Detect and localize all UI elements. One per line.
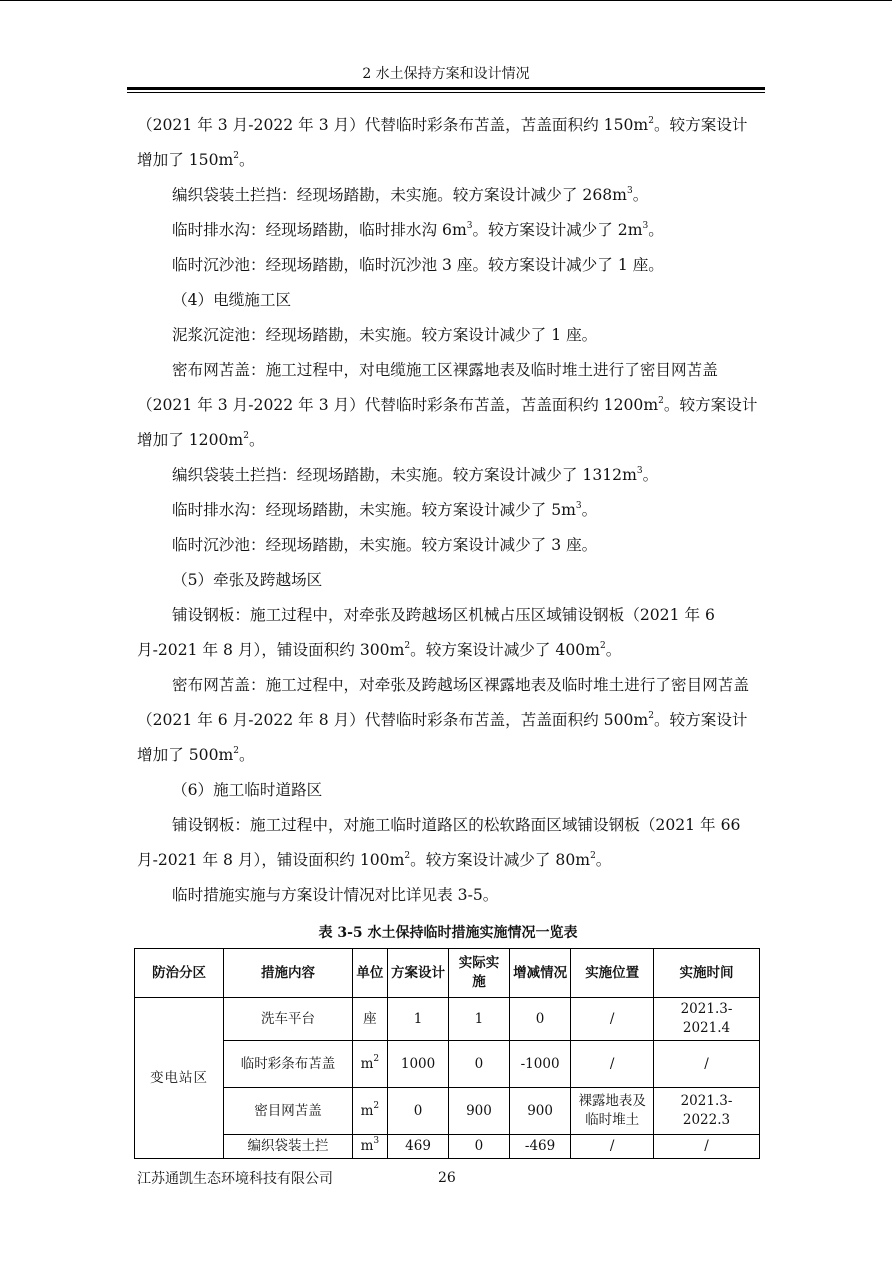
table-cell: / <box>571 1041 654 1088</box>
table-header-cell: 措施内容 <box>224 949 353 998</box>
paragraph: 临时措施实施与方案设计情况对比详见表 3-5。 <box>172 886 499 904</box>
table-cell: 2021.3-2021.4 <box>654 998 760 1041</box>
table-cell: 1000 <box>387 1041 448 1088</box>
table-cell: $m^2$ <box>352 1041 387 1088</box>
page-number: 26 <box>438 1170 456 1186</box>
section-heading: （6）施工临时道路区 <box>172 781 323 799</box>
table-cell: 临时彩条布苫盖 <box>224 1041 353 1088</box>
table-cell: 469 <box>387 1135 448 1159</box>
table-cell: 0 <box>387 1088 448 1135</box>
table-header-row <box>135 949 760 998</box>
table-cell: 2021.3-2022.3 <box>654 1088 760 1135</box>
table-row <box>135 1088 760 1135</box>
table-cell: / <box>654 1041 760 1088</box>
table-header-cell: 实施时间 <box>654 949 760 998</box>
table-cell: -1000 <box>509 1041 571 1088</box>
table-caption: 表 3-5 水土保持临时措施实施情况一览表 <box>318 925 578 941</box>
paragraph: 密布网苫盖：施工过程中，对牵张及跨越场区裸露地表及临时堆土进行了密目网苫盖（2021 年 6 月-2022 年 8 月）代替临时彩条布苫盖，苫盖面积约 $500m^2$。较方案设计增加了 $500m^2$。 <box>137 676 749 764</box>
header-rule-thin <box>127 92 765 93</box>
table-header-cell: 方案设计 <box>387 949 448 998</box>
table-cell: 900 <box>509 1088 571 1135</box>
table-cell: 洗车平台 <box>224 998 353 1041</box>
zone-cell: 变电站区 <box>135 998 224 1159</box>
table-cell: 密目网苫盖 <box>224 1088 353 1135</box>
table-header-cell: 防治分区 <box>135 949 224 998</box>
table-cell: 裸露地表及临时堆土 <box>571 1088 654 1135</box>
paragraph: 泥浆沉淀池：经现场踏勘，未实施。较方案设计减少了 1 座。 <box>172 326 598 344</box>
paragraph: 临时沉沙池：经现场踏勘，临时沉沙池 3 座。较方案设计减少了 1 座。 <box>172 256 664 274</box>
paragraph: 编织袋装土拦挡：经现场踏勘，未实施。较方案设计减少了 $1312m^3$。 <box>172 466 659 484</box>
table-row <box>135 998 760 1041</box>
table-header-cell: 单位 <box>352 949 387 998</box>
table-cell: $m^2$ <box>352 1088 387 1135</box>
table-header-cell: 实际实施 <box>449 949 510 998</box>
table-cell: 0 <box>449 1135 510 1159</box>
table-cell: 0 <box>509 998 571 1041</box>
section-heading: （5）牵张及跨越场区 <box>172 571 323 589</box>
table-cell: $m^3$ <box>352 1135 387 1159</box>
table-cell: 编织袋装土拦 <box>224 1135 353 1159</box>
running-header: 2 水土保持方案和设计情况 <box>362 66 530 82</box>
table-cell: / <box>571 1135 654 1159</box>
measures-table <box>134 948 760 1159</box>
table-row <box>135 1041 760 1088</box>
table-row <box>135 1135 760 1159</box>
body-text <box>137 108 759 913</box>
paragraph: 临时排水沟：经现场踏勘，未实施。较方案设计减少了 $5m^3$。 <box>172 501 598 519</box>
table-cell: / <box>571 998 654 1041</box>
paragraph: （2021 年 3 月-2022 年 3 月）代替临时彩条布苫盖，苫盖面积约 $150m^2$。较方案设计增加了 $150m^2$。 <box>137 116 748 169</box>
footer-company: 江苏通凯生态环境科技有限公司 <box>137 1171 333 1187</box>
paragraph: 铺设钢板：施工过程中，对施工临时道路区的松软路面区域铺设钢板（2021 年 66 月-2021 年 8 月），铺设面积约 $100m^2$。较方案设计减少了 $80m^2$。 <box>137 816 741 869</box>
table-header-cell: 增减情况 <box>509 949 571 998</box>
table-header-cell: 实施位置 <box>571 949 654 998</box>
paragraph: 密布网苫盖：施工过程中，对电缆施工区裸露地表及临时堆土进行了密目网苫盖（2021 年 3 月-2022 年 3 月）代替临时彩条布苫盖，苫盖面积约 $1200m^2$。较方案设计增加了 $1200m^2$。 <box>137 361 758 449</box>
paragraph: 临时排水沟：经现场踏勘，临时排水沟 $6m^3$。较方案设计减少了 $2m^3$。 <box>172 221 664 239</box>
paragraph: 编织袋装土拦挡：经现场踏勘，未实施。较方案设计减少了 $268m^3$。 <box>172 186 649 204</box>
top-edge-line <box>0 0 892 1</box>
table-cell: 0 <box>449 1041 510 1088</box>
table-cell: / <box>654 1135 760 1159</box>
paragraph: 临时沉沙池：经现场踏勘，未实施。较方案设计减少了 3 座。 <box>172 536 598 554</box>
table-cell: 座 <box>352 998 387 1041</box>
table-cell: 900 <box>449 1088 510 1135</box>
section-heading: （4）电缆施工区 <box>172 291 292 309</box>
table-cell: -469 <box>509 1135 571 1159</box>
table-cell: 1 <box>387 998 448 1041</box>
paragraph: 铺设钢板：施工过程中，对牵张及跨越场区机械占压区域铺设钢板（2021 年 6 月-2021 年 8 月），铺设面积约 $300m^2$。较方案设计减少了 $400m^2$。 <box>137 606 715 659</box>
table-cell: 1 <box>449 998 510 1041</box>
header-rule-thick <box>127 87 765 90</box>
